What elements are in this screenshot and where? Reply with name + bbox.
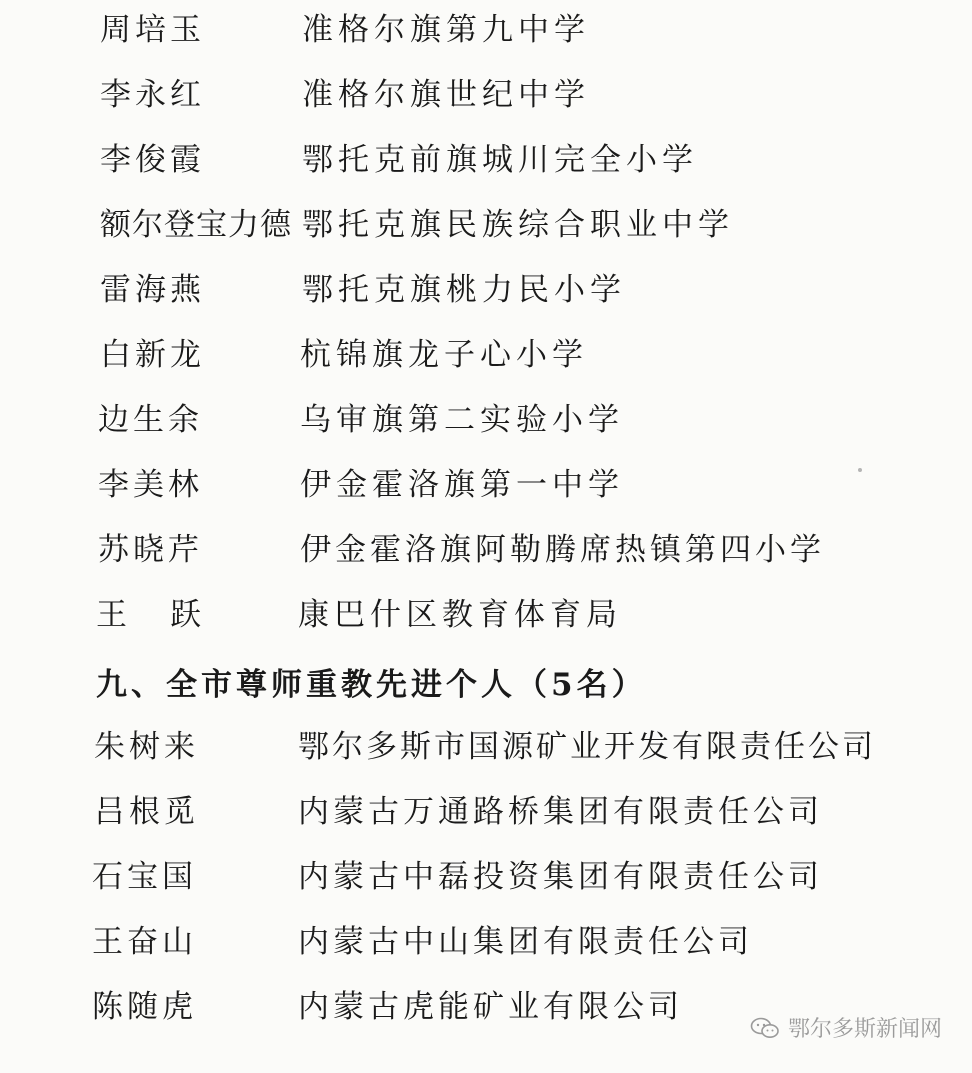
person-name: 王奋山 [92, 924, 197, 960]
organization-name: 乌审旗第二实验小学 [300, 402, 624, 438]
person-name: 白新龙 [100, 337, 205, 373]
organization-name: 准格尔旗第九中学 [302, 12, 590, 48]
organization-name: 鄂托克前旗城川完全小学 [302, 142, 698, 178]
organization-name: 内蒙古中磊投资集团有限责任公司 [298, 859, 823, 895]
organization-name: 伊金霍洛旗阿勒腾席热镇第四小学 [300, 532, 825, 568]
person-name: 额尔登宝力德 [100, 207, 292, 243]
organization-name: 伊金霍洛旗第一中学 [300, 467, 624, 503]
person-name: 李美林 [98, 467, 203, 503]
person-name: 周培玉 [100, 12, 205, 48]
person-name: 李俊霞 [100, 142, 205, 178]
person-name: 雷海燕 [100, 272, 205, 308]
organization-name: 鄂托克旗桃力民小学 [302, 272, 626, 308]
section-heading: 九、全市尊师重教先进个人（5名） [96, 667, 647, 703]
person-name: 边生余 [98, 402, 203, 438]
person-name: 石宝国 [92, 859, 197, 895]
person-name: 王 跃 [96, 597, 207, 633]
wechat-icon [750, 1017, 780, 1039]
organization-name: 内蒙古虎能矿业有限公司 [298, 989, 683, 1025]
person-name: 苏晓芹 [98, 532, 203, 568]
person-name: 陈随虎 [92, 989, 197, 1025]
person-name: 朱树来 [94, 729, 199, 765]
organization-name: 鄂托克旗民族综合职业中学 [302, 207, 734, 243]
organization-name: 准格尔旗世纪中学 [302, 77, 590, 113]
organization-name: 鄂尔多斯市国源矿业开发有限责任公司 [298, 729, 876, 765]
organization-name: 康巴什区教育体育局 [298, 597, 622, 633]
person-name: 李永红 [100, 77, 205, 113]
paper-speck [858, 468, 862, 472]
watermark [750, 1012, 942, 1043]
person-name: 吕根觅 [94, 794, 199, 830]
organization-name: 内蒙古万通路桥集团有限责任公司 [298, 794, 823, 830]
organization-name: 内蒙古中山集团有限责任公司 [298, 924, 753, 960]
organization-name: 杭锦旗龙子心小学 [300, 337, 588, 373]
watermark-text: 鄂尔多斯新闻网 [787, 1017, 942, 1042]
